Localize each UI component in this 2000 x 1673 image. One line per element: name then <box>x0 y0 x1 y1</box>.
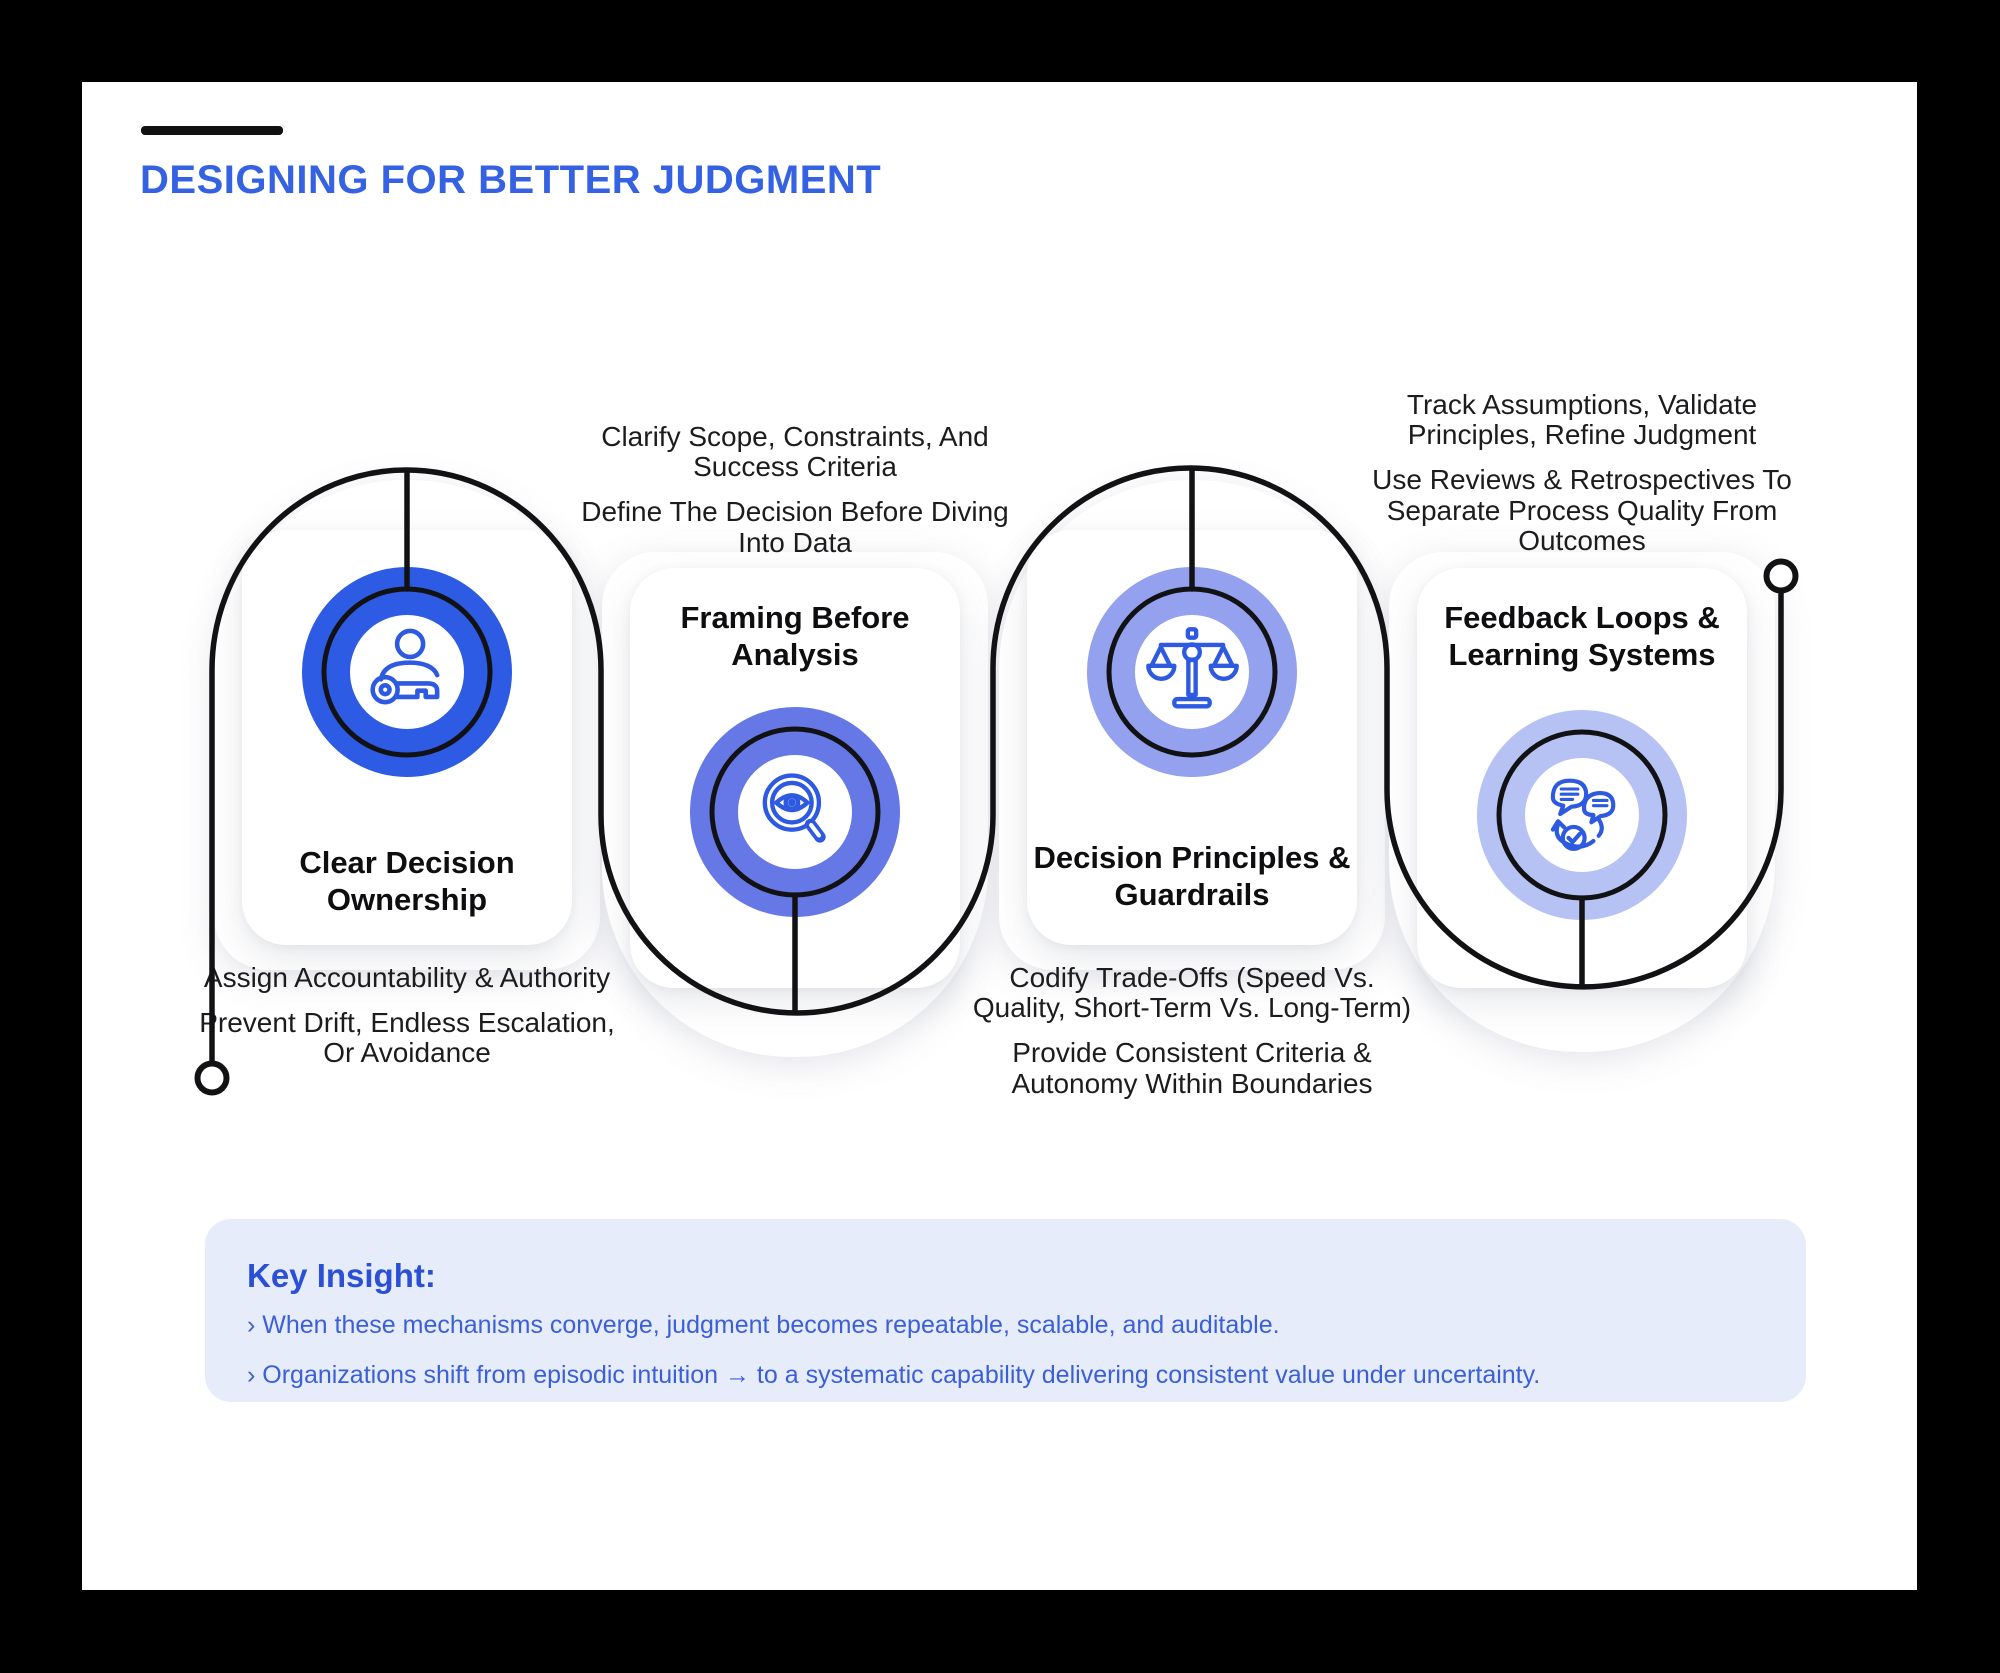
key-insight-heading: Key Insight: <box>247 1257 436 1294</box>
key-insight-box <box>205 1219 1806 1402</box>
stage2-desc-line1: Clarify Scope, Constraints, And Success Criteria <box>601 421 989 483</box>
stage1-desc-line1: Assign Accountability & Authority <box>203 962 611 993</box>
key-insight-bullet-1: › When these mechanisms converge, judgment becomes repeatable, scalable, and auditable. <box>247 1311 1280 1339</box>
header-rule <box>141 126 283 135</box>
person-key-icon <box>355 620 459 724</box>
stage3-title: Decision Principles & Guardrails <box>1033 840 1351 912</box>
stage4-desc-line2: Use Reviews & Retrospectives To Separate Process Quality From Outcomes <box>1372 464 1792 556</box>
stage4-description <box>1367 390 1797 571</box>
eye-magnifier-icon <box>743 760 847 864</box>
feedback-chat-icon <box>1530 763 1634 867</box>
stage4-desc-line1: Track Assumptions, Validate Principles, Refine Judgment <box>1406 389 1758 451</box>
stage2-title: Framing Before Analysis <box>680 600 910 672</box>
stage4-title: Feedback Loops & Learning Systems <box>1444 600 1720 672</box>
stage1-description <box>187 963 627 1084</box>
stage2-description <box>580 422 1010 573</box>
balance-scale-icon <box>1140 620 1244 724</box>
slide-page <box>82 82 1917 1590</box>
stage3-desc-line2: Provide Consistent Criteria & Autonomy Within Boundaries <box>1011 1037 1373 1099</box>
page-title: DESIGNING FOR BETTER JUDGMENT <box>140 158 882 202</box>
key-insight-bullet-2: › Organizations shift from episodic intuition → to a systematic capability delivering consistent value under uncertainty. <box>247 1361 1541 1389</box>
stage1-desc-line2: Prevent Drift, Endless Escalation, Or Avoidance <box>199 1007 615 1069</box>
stage3-description <box>962 963 1422 1114</box>
stage1-title: Clear Decision Ownership <box>299 845 515 917</box>
stage3-desc-line1: Codify Trade-Offs (Speed Vs. Quality, Short-Term Vs. Long-Term) <box>972 962 1412 1024</box>
stage2-desc-line2: Define The Decision Before Diving Into Data <box>581 496 1009 558</box>
